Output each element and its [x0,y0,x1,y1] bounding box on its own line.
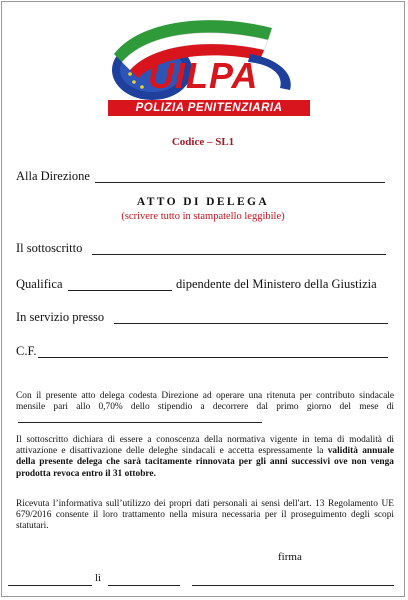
privacy-paragraph [16,499,394,533]
form-title: ATTO DI DELEGA [136,196,270,208]
logo-wordmark: UILPA [148,55,259,96]
direzione-label: Alla Direzione [16,169,90,183]
luogo-input-line[interactable] [8,585,92,586]
direzione-input-line[interactable] [95,182,385,183]
uilpa-logo [100,10,310,122]
qualifica-input-line[interactable] [68,290,172,291]
data-input-line[interactable] [108,585,180,586]
dipendente-label: dipendente del Ministero della Giustizia [176,277,377,291]
dichiarazione-text: Il sottoscritto dichiara di essere a conoscenza della normativa vigente in tema di modalità di attivazione e disattivazione delle deleghe sindacali e accetta espressamente la [16,435,394,457]
cf-input-line[interactable] [38,357,388,358]
firma-input-line[interactable] [192,585,394,586]
validita-text: validità annuale della presente delega che sarà tacitamente rinnovata per gli anni successivi ove non venga prodotta revoca entro il 31 ottobre. [16,446,394,479]
servizio-input-line[interactable] [114,323,388,324]
logo-subtitle: POLIZIA PENITENZIARIA [108,100,310,116]
dichiarazione-paragraph [16,435,394,480]
delega-form-page [1,1,405,597]
privacy-text: Ricevuta l’informativa sull’utilizzo dei propri dati personali ai sensi dell'art. 13 Regolamento UE 679/2016 consente il loro trattamento nella misura necessaria per il proseguimento degli scopi statutari. [16,499,394,532]
sottoscritto-label: Il sottoscritto [16,241,83,255]
sottoscritto-input-line[interactable] [92,254,386,255]
delega-paragraph [16,391,394,428]
mese-input-line[interactable] [18,413,262,423]
form-subtitle: (scrivere tutto in stampatello leggibile) [121,211,285,222]
li-label: lì [95,572,102,584]
qualifica-label: Qualifica [16,277,63,291]
cf-label: C.F. [16,344,37,358]
servizio-label: In servizio presso [16,310,105,324]
form-code: Codice – SL1 [171,136,235,148]
firma-label: firma [278,551,302,563]
delega-text: Con il presente atto delega codesta Direzione ad operare una ritenuta per contributo sindacale mensile pari allo 0,70% dello stipendio a decorrere dal primo giorno del mese di [16,391,394,413]
